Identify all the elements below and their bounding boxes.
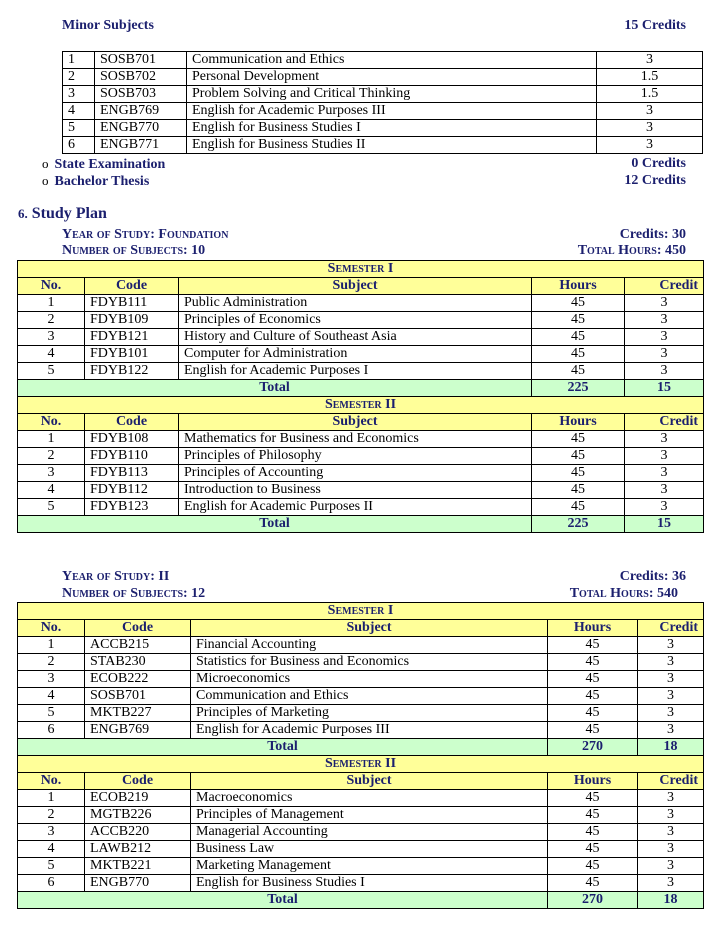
- year-2-hours: Total Hours: 540: [569, 586, 678, 601]
- course-credit: 3: [638, 637, 704, 654]
- minor-subjects-table: [62, 51, 703, 154]
- course-credit: 3: [597, 52, 703, 69]
- course-subject: Public Administration: [179, 295, 532, 312]
- table-row: [18, 465, 704, 482]
- row-number: 4: [63, 103, 95, 120]
- year-foundation-subjects: Number of Subjects: 10: [62, 243, 206, 258]
- section-number: 6.: [18, 206, 28, 221]
- course-hours: 45: [532, 482, 625, 499]
- course-subject: Principles of Accounting: [179, 465, 532, 482]
- table-row: [18, 312, 704, 329]
- table-row: [18, 807, 704, 824]
- semester-title: Semester II: [18, 756, 704, 773]
- course-code: ENGB769: [95, 103, 187, 120]
- row-number: 5: [18, 858, 85, 875]
- row-number: 2: [18, 654, 85, 671]
- table-row: [18, 482, 704, 499]
- row-number: 3: [18, 465, 85, 482]
- course-subject: Principles of Philosophy: [179, 448, 532, 465]
- year-foundation-table: [17, 260, 704, 533]
- column-header-row: [18, 620, 704, 637]
- year-foundation-label: Year of Study: Foundation: [62, 227, 229, 242]
- course-code: SOSB702: [95, 69, 187, 86]
- course-subject: History and Culture of Southeast Asia: [179, 329, 532, 346]
- total-hours: 270: [548, 892, 638, 909]
- table-row: [18, 363, 704, 380]
- course-code: FDYB110: [85, 448, 179, 465]
- total-credit: 18: [638, 739, 704, 756]
- course-hours: 45: [532, 363, 625, 380]
- course-code: ENGB770: [85, 875, 191, 892]
- course-credit: 3: [625, 482, 704, 499]
- table-row: [18, 688, 704, 705]
- table-row: [18, 824, 704, 841]
- course-subject: Financial Accounting: [191, 637, 548, 654]
- course-credit: 3: [625, 363, 704, 380]
- col-no-header: No.: [18, 620, 85, 637]
- course-hours: 45: [548, 688, 638, 705]
- row-number: 5: [18, 499, 85, 516]
- total-credit: 15: [625, 516, 704, 533]
- year-2-label: Year of Study: II: [62, 569, 170, 584]
- table-row: [63, 52, 703, 69]
- row-number: 4: [18, 346, 85, 363]
- row-number: 4: [18, 688, 85, 705]
- course-credit: 3: [638, 875, 704, 892]
- row-number: 2: [18, 807, 85, 824]
- course-subject: Managerial Accounting: [191, 824, 548, 841]
- total-row: [18, 380, 704, 397]
- col-code-header: Code: [85, 414, 179, 431]
- course-credit: 3: [638, 858, 704, 875]
- row-number: 3: [18, 329, 85, 346]
- column-header-row: [18, 414, 704, 431]
- col-subject-header: Subject: [179, 414, 532, 431]
- course-subject: Personal Development: [187, 69, 597, 86]
- course-subject: Mathematics for Business and Economics: [179, 431, 532, 448]
- course-subject: Communication and Ethics: [187, 52, 597, 69]
- row-number: 6: [18, 722, 85, 739]
- course-credit: 3: [597, 103, 703, 120]
- section-title: Study Plan: [31, 205, 107, 222]
- col-code-header: Code: [85, 773, 191, 790]
- course-hours: 45: [548, 654, 638, 671]
- year-2-credits: Credits: 36: [619, 569, 686, 584]
- table-row: [18, 858, 704, 875]
- total-label: Total: [18, 739, 548, 756]
- course-credit: 3: [625, 465, 704, 482]
- course-code: FDYB112: [85, 482, 179, 499]
- table-row: [18, 329, 704, 346]
- course-credit: 3: [625, 448, 704, 465]
- course-subject: English for Business Studies I: [187, 120, 597, 137]
- column-header-row: [18, 773, 704, 790]
- course-credit: 3: [625, 312, 704, 329]
- col-credit-header: Credit: [625, 414, 704, 431]
- column-header-row: [18, 278, 704, 295]
- course-hours: 45: [548, 671, 638, 688]
- col-credit-header: Credit: [638, 773, 704, 790]
- col-hours-header: Hours: [548, 773, 638, 790]
- course-credit: 3: [638, 790, 704, 807]
- course-subject: English for Academic Purposes I: [179, 363, 532, 380]
- course-code: ENGB770: [95, 120, 187, 137]
- col-code-header: Code: [85, 620, 191, 637]
- semester-header-row: [18, 603, 704, 620]
- table-row: [18, 654, 704, 671]
- row-number: 2: [18, 312, 85, 329]
- course-credit: 3: [638, 671, 704, 688]
- course-hours: 45: [548, 705, 638, 722]
- table-row: [18, 346, 704, 363]
- course-hours: 45: [548, 637, 638, 654]
- total-row: [18, 516, 704, 533]
- row-number: 3: [63, 86, 95, 103]
- row-number: 5: [63, 120, 95, 137]
- course-hours: 45: [548, 807, 638, 824]
- col-hours-header: Hours: [548, 620, 638, 637]
- row-number: 3: [18, 671, 85, 688]
- course-credit: 3: [638, 688, 704, 705]
- course-code: FDYB122: [85, 363, 179, 380]
- course-credit: 3: [625, 346, 704, 363]
- course-code: FDYB109: [85, 312, 179, 329]
- course-code: ACCB220: [85, 824, 191, 841]
- semester-title: Semester II: [18, 397, 704, 414]
- course-hours: 45: [532, 499, 625, 516]
- course-hours: 45: [548, 790, 638, 807]
- course-subject: English for Academic Purposes II: [179, 499, 532, 516]
- table-row: [18, 705, 704, 722]
- row-number: 1: [63, 52, 95, 69]
- study-plan-heading: [18, 205, 107, 223]
- semester-title: Semester I: [18, 261, 704, 278]
- year-2-table: [17, 602, 704, 909]
- bullet-icon: o: [42, 156, 49, 171]
- row-number: 5: [18, 705, 85, 722]
- course-credit: 3: [625, 295, 704, 312]
- course-hours: 45: [532, 312, 625, 329]
- course-subject: Communication and Ethics: [191, 688, 548, 705]
- course-subject: Principles of Marketing: [191, 705, 548, 722]
- semester-header-row: [18, 397, 704, 414]
- course-credit: 3: [597, 137, 703, 154]
- table-row: [18, 875, 704, 892]
- col-subject-header: Subject: [191, 620, 548, 637]
- row-number: 6: [18, 875, 85, 892]
- total-row: [18, 892, 704, 909]
- course-hours: 45: [548, 824, 638, 841]
- row-number: 6: [63, 137, 95, 154]
- course-subject: Computer for Administration: [179, 346, 532, 363]
- course-credit: 3: [625, 499, 704, 516]
- course-code: ECOB219: [85, 790, 191, 807]
- table-row: [18, 841, 704, 858]
- col-hours-header: Hours: [532, 278, 625, 295]
- row-number: 5: [18, 363, 85, 380]
- course-code: SOSB701: [95, 52, 187, 69]
- course-credit: 3: [638, 824, 704, 841]
- course-subject: Macroeconomics: [191, 790, 548, 807]
- course-hours: 45: [532, 346, 625, 363]
- total-label: Total: [18, 892, 548, 909]
- row-number: 1: [18, 431, 85, 448]
- table-row: [63, 137, 703, 154]
- course-subject: English for Business Studies II: [187, 137, 597, 154]
- course-credit: 1.5: [597, 69, 703, 86]
- total-credit: 15: [625, 380, 704, 397]
- row-number: 3: [18, 824, 85, 841]
- state-exam-label: State Examination: [54, 157, 166, 172]
- course-subject: Microeconomics: [191, 671, 548, 688]
- course-credit: 3: [638, 841, 704, 858]
- course-code: ENGB769: [85, 722, 191, 739]
- col-no-header: No.: [18, 278, 85, 295]
- course-code: STAB230: [85, 654, 191, 671]
- table-row: [18, 448, 704, 465]
- year-foundation-hours: Total Hours: 450: [577, 243, 686, 258]
- bullet-icon: o: [42, 173, 49, 188]
- course-code: ECOB222: [85, 671, 191, 688]
- course-code: LAWB212: [85, 841, 191, 858]
- state-exam-item: [42, 156, 165, 173]
- course-code: ENGB771: [95, 137, 187, 154]
- course-credit: 3: [597, 120, 703, 137]
- row-number: 1: [18, 295, 85, 312]
- total-hours: 270: [548, 739, 638, 756]
- total-label: Total: [18, 516, 532, 533]
- course-hours: 45: [548, 841, 638, 858]
- thesis-label: Bachelor Thesis: [54, 174, 150, 189]
- course-code: FDYB101: [85, 346, 179, 363]
- row-number: 1: [18, 637, 85, 654]
- course-code: FDYB121: [85, 329, 179, 346]
- table-row: [63, 120, 703, 137]
- row-number: 2: [18, 448, 85, 465]
- course-credit: 3: [638, 705, 704, 722]
- col-code-header: Code: [85, 278, 179, 295]
- course-subject: English for Academic Purposes III: [191, 722, 548, 739]
- thesis-credits: 12 Credits: [624, 173, 686, 188]
- minor-subjects-title: Minor Subjects: [62, 18, 154, 33]
- course-credit: 3: [638, 654, 704, 671]
- course-subject: Principles of Management: [191, 807, 548, 824]
- table-row: [63, 103, 703, 120]
- table-row: [63, 69, 703, 86]
- semester-title: Semester I: [18, 603, 704, 620]
- course-credit: 3: [638, 722, 704, 739]
- thesis-item: [42, 173, 149, 190]
- state-exam-credits: 0 Credits: [631, 156, 686, 171]
- course-code: MKTB221: [85, 858, 191, 875]
- course-hours: 45: [548, 722, 638, 739]
- course-credit: 1.5: [597, 86, 703, 103]
- row-number: 1: [18, 790, 85, 807]
- row-number: 2: [63, 69, 95, 86]
- col-credit-header: Credit: [638, 620, 704, 637]
- total-label: Total: [18, 380, 532, 397]
- table-row: [18, 499, 704, 516]
- course-hours: 45: [532, 295, 625, 312]
- course-hours: 45: [532, 329, 625, 346]
- col-credit-header: Credit: [625, 278, 704, 295]
- row-number: 4: [18, 482, 85, 499]
- course-code: FDYB123: [85, 499, 179, 516]
- table-row: [18, 671, 704, 688]
- total-hours: 225: [532, 380, 625, 397]
- course-credit: 3: [625, 329, 704, 346]
- course-code: MGTB226: [85, 807, 191, 824]
- col-subject-header: Subject: [191, 773, 548, 790]
- table-row: [18, 295, 704, 312]
- table-row: [63, 86, 703, 103]
- col-no-header: No.: [18, 773, 85, 790]
- course-hours: 45: [548, 858, 638, 875]
- semester-header-row: [18, 261, 704, 278]
- total-credit: 18: [638, 892, 704, 909]
- course-code: MKTB227: [85, 705, 191, 722]
- course-subject: Problem Solving and Critical Thinking: [187, 86, 597, 103]
- year-2-subjects: Number of Subjects: 12: [62, 586, 206, 601]
- course-subject: English for Academic Purposes III: [187, 103, 597, 120]
- course-credit: 3: [625, 431, 704, 448]
- col-hours-header: Hours: [532, 414, 625, 431]
- col-no-header: No.: [18, 414, 85, 431]
- row-number: 4: [18, 841, 85, 858]
- table-row: [18, 790, 704, 807]
- course-code: FDYB108: [85, 431, 179, 448]
- course-hours: 45: [532, 465, 625, 482]
- course-subject: Statistics for Business and Economics: [191, 654, 548, 671]
- course-hours: 45: [548, 875, 638, 892]
- course-subject: Business Law: [191, 841, 548, 858]
- minor-subjects-credits: 15 Credits: [624, 18, 686, 33]
- total-hours: 225: [532, 516, 625, 533]
- course-subject: English for Business Studies I: [191, 875, 548, 892]
- semester-header-row: [18, 756, 704, 773]
- course-code: SOSB703: [95, 86, 187, 103]
- course-hours: 45: [532, 431, 625, 448]
- course-code: FDYB111: [85, 295, 179, 312]
- course-credit: 3: [638, 807, 704, 824]
- course-hours: 45: [532, 448, 625, 465]
- course-code: SOSB701: [85, 688, 191, 705]
- col-subject-header: Subject: [179, 278, 532, 295]
- course-code: FDYB113: [85, 465, 179, 482]
- course-code: ACCB215: [85, 637, 191, 654]
- table-row: [18, 431, 704, 448]
- total-row: [18, 739, 704, 756]
- table-row: [18, 637, 704, 654]
- course-subject: Marketing Management: [191, 858, 548, 875]
- course-subject: Introduction to Business: [179, 482, 532, 499]
- course-subject: Principles of Economics: [179, 312, 532, 329]
- year-foundation-credits: Credits: 30: [619, 227, 686, 242]
- table-row: [18, 722, 704, 739]
